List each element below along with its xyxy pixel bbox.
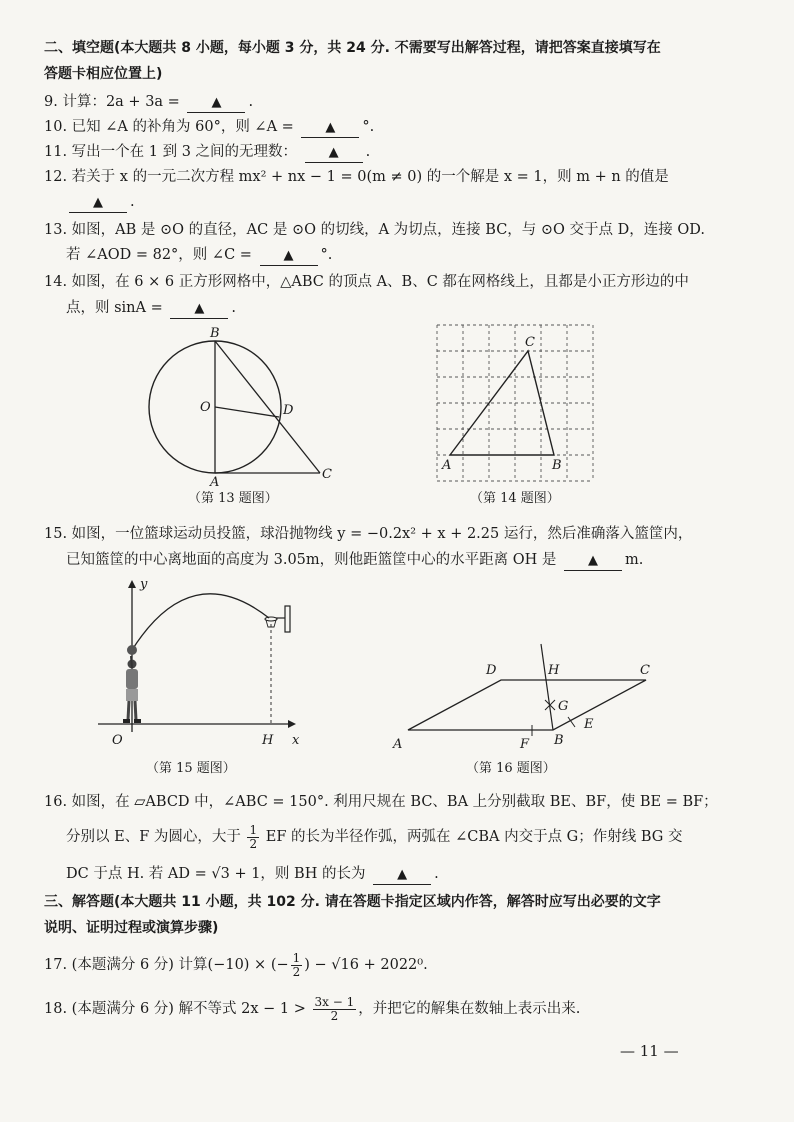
figure-15	[96, 572, 316, 752]
question-end: °.	[320, 247, 333, 263]
question-number: 15.	[44, 526, 68, 542]
backboard	[285, 606, 290, 632]
page-number: — 11 —	[620, 1042, 679, 1060]
question-number: 16.	[44, 794, 68, 810]
question-number: 11.	[44, 144, 68, 160]
triangle-marker-icon: ▲	[194, 301, 205, 316]
question-text: 若关于 x 的一元二次方程 mx² + nx − 1 = 0(m ≠ 0) 的一个解是 x = 1，则 m + n 的值是	[71, 169, 669, 185]
figure-16	[388, 636, 668, 754]
figure-14	[430, 316, 605, 486]
parallelogram-abcd	[408, 680, 646, 730]
fraction-half: $\frac{1}{2}$	[292, 950, 301, 979]
question-11	[44, 140, 370, 164]
label-e: E	[584, 717, 594, 732]
question-text: 计算：2a + 3a =	[62, 94, 180, 110]
label-h: H	[262, 733, 274, 748]
figure-14-caption: （第 14 题图）	[470, 491, 560, 506]
fraction-inequality: $\frac{3x - 1}{2}$	[314, 994, 355, 1023]
question-number: 14.	[44, 274, 68, 290]
question-text: EF 的长为半径作弧，两弧在 ∠CBA 内交于点 G；作射线 BG 交	[265, 829, 683, 845]
answer-blank	[187, 93, 245, 113]
question-text: ，并把它的解集在数轴上表示出来.	[358, 1001, 581, 1017]
figure-13-caption: （第 13 题图）	[188, 491, 278, 506]
label-y: y	[140, 577, 148, 592]
question-16-line-3	[66, 862, 439, 886]
question-number: 18.	[44, 1001, 68, 1017]
label-b: B	[552, 458, 562, 473]
section-2-title-cont: 答题卡相应位置上)	[44, 66, 163, 82]
answer-blank	[301, 118, 359, 138]
question-10	[44, 115, 374, 139]
parabola-trajectory	[132, 594, 269, 650]
question-text: DC 于点 H. 若 AD = √3 + 1，则 BH 的长为	[66, 866, 366, 882]
question-text: 如图，AB 是 ⊙O 的直径，AC 是 ⊙O 的切线，A 为切点，连接 BC，与 ⊙O 交于点 D，连接 OD.	[71, 222, 706, 238]
question-13	[44, 218, 705, 242]
answer-blank	[373, 865, 431, 885]
answer-blank	[564, 551, 622, 571]
question-12-answer-line	[66, 190, 135, 214]
figure-13	[140, 322, 360, 490]
label-h: H	[548, 663, 560, 678]
question-text: 已知篮筐的中心离地面的高度为 3.05m，则他距篮筐中心的水平距离 OH 是	[66, 552, 557, 568]
question-text: 点，则 sinA =	[66, 300, 163, 316]
question-text: ) − √16 + 2022⁰.	[304, 957, 428, 973]
question-15	[44, 522, 692, 546]
label-b: B	[554, 733, 564, 748]
label-o: O	[112, 733, 123, 748]
answer-blank	[260, 246, 318, 266]
label-x: x	[292, 733, 300, 748]
question-end: .	[434, 866, 439, 882]
triangle-marker-icon: ▲	[325, 120, 336, 135]
question-12	[44, 165, 669, 189]
question-end: .	[231, 300, 236, 316]
question-15-line-2	[66, 548, 643, 572]
section-3-title: 三、解答题(本大题共 11 小题，共 102 分. 请在答题卡指定区域内作答，解答时应写出必要的文字	[44, 894, 661, 910]
y-axis-arrow-icon	[128, 580, 136, 588]
triangle-marker-icon: ▲	[211, 95, 222, 110]
question-text: 如图，在 6 × 6 正方形网格中，△ABC 的顶点 A、B、C 都在网格线上，且都是小正方形边的中	[71, 274, 689, 290]
answer-blank	[305, 143, 363, 163]
question-number: 13.	[44, 222, 68, 238]
question-end: .	[365, 144, 371, 160]
question-13-line-2	[66, 243, 332, 267]
question-text: 已知 ∠A 的补角为 60°，则 ∠A =	[71, 119, 294, 135]
triangle-marker-icon: ▲	[283, 248, 294, 263]
question-text: 如图，一位篮球运动员投篮，球沿抛物线 y = −0.2x² + x + 2.25 运行，然后准确落入篮筐内，	[71, 526, 693, 542]
triangle-abc	[450, 351, 554, 455]
triangle-marker-icon: ▲	[328, 145, 339, 160]
figure-15-caption: （第 15 题图）	[146, 761, 236, 776]
fraction-half: $\frac{1}{2}$	[249, 822, 258, 851]
question-text: (本题满分 6 分) 计算(−10) × (−	[71, 957, 289, 973]
section-3-title-cont: 说明、证明过程或演算步骤)	[44, 920, 219, 936]
label-c: C	[640, 663, 650, 678]
figure-16-caption: （第 16 题图）	[466, 761, 556, 776]
question-number: 12.	[44, 169, 68, 185]
question-14	[44, 270, 689, 294]
hoop-rim	[265, 617, 277, 621]
question-14-line-2	[66, 296, 236, 320]
x-axis-arrow-icon	[288, 720, 296, 728]
label-c: C	[322, 467, 332, 482]
question-number: 17.	[44, 957, 68, 973]
question-number: 9.	[44, 94, 58, 110]
label-g: G	[558, 699, 569, 714]
question-9	[44, 90, 253, 114]
label-c: C	[525, 335, 535, 350]
grid	[437, 325, 593, 481]
label-d: D	[283, 403, 294, 418]
triangle-marker-icon: ▲	[397, 867, 408, 882]
question-text: (本题满分 6 分) 解不等式 2x − 1 >	[71, 1001, 306, 1017]
question-16	[44, 790, 718, 814]
triangle-marker-icon: ▲	[588, 553, 599, 568]
ray-bg	[541, 644, 553, 730]
label-a: A	[393, 737, 403, 752]
question-end: .	[130, 194, 135, 210]
question-end: °.	[362, 119, 375, 135]
segment-bc	[215, 341, 320, 473]
label-a: A	[442, 458, 452, 473]
label-o: O	[200, 400, 211, 415]
answer-blank	[69, 193, 127, 213]
label-f: F	[520, 737, 530, 752]
question-17	[44, 950, 428, 980]
answer-blank	[170, 299, 228, 319]
question-text: 若 ∠AOD = 82°，则 ∠C =	[66, 247, 252, 263]
question-number: 10.	[44, 119, 68, 135]
question-16-line-2	[66, 822, 683, 852]
label-b: B	[210, 326, 220, 341]
label-d: D	[486, 663, 497, 678]
label-a: A	[210, 475, 220, 490]
question-end: m.	[625, 552, 644, 568]
question-text: 如图，在 ▱ABCD 中，∠ABC = 150°. 利用尺规在 BC、BA 上分别截取 BE、BF，使 BE = BF；	[71, 794, 718, 810]
triangle-marker-icon: ▲	[93, 195, 103, 210]
question-text: 分别以 E、F 为圆心，大于	[66, 829, 241, 845]
question-end: .	[248, 94, 254, 110]
section-2-title: 二、填空题(本大题共 8 小题，每小题 3 分，共 24 分. 不需要写出解答过程，请把答案直接填写在	[44, 40, 661, 56]
question-text: 写出一个在 1 到 3 之间的无理数：	[71, 144, 298, 160]
question-18	[44, 994, 580, 1024]
